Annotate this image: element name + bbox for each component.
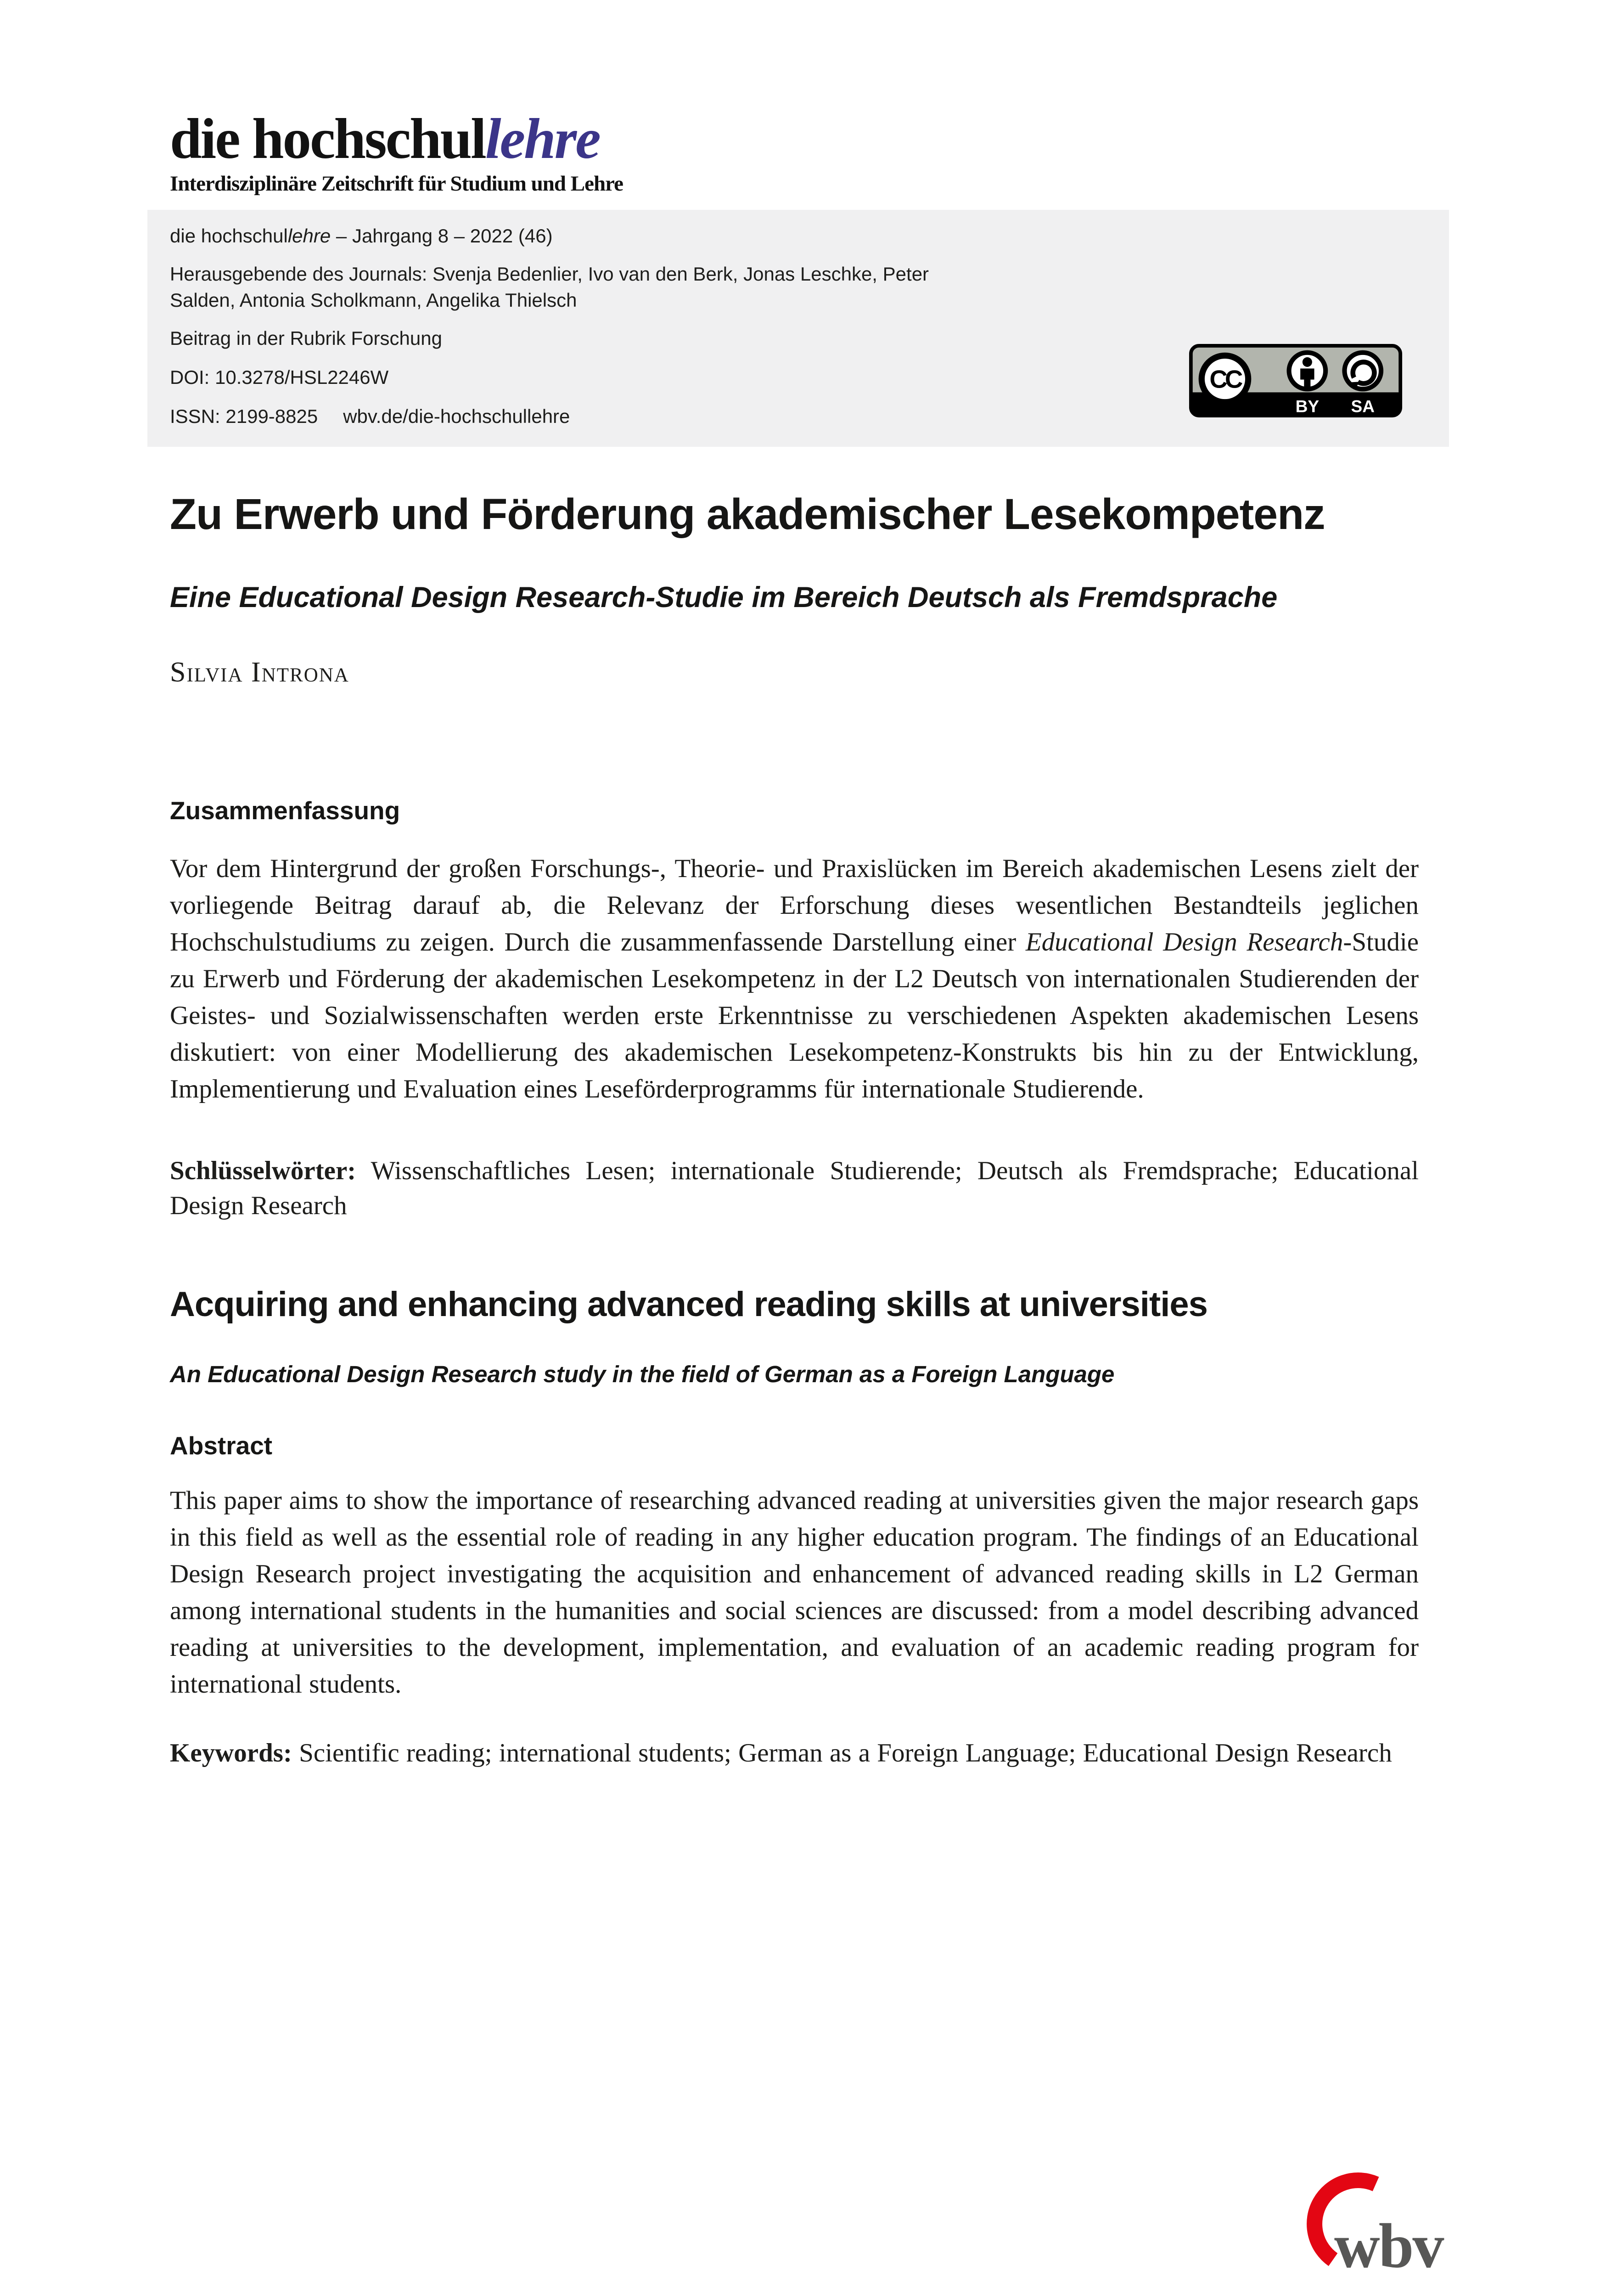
article-body bbox=[170, 490, 1419, 1771]
keywords-en bbox=[170, 1736, 1419, 1771]
cc-by-label: BY bbox=[1295, 396, 1320, 416]
journal-website-link[interactable]: wbv.de/die-hochschullehre bbox=[343, 405, 570, 428]
journal-logo-black: die hochschul bbox=[170, 107, 485, 171]
heading-abstract: Abstract bbox=[170, 1431, 273, 1460]
abstract-de-part2: -Studie zu Erwerb und Förderung der akademischen Lesekompetenz in der L2 Deutsch von internationalen Studierenden der Geistes- und Sozialwissenschaften werden erste Erkenntnisse zu verschiedenen Aspekten akademischen Lesens diskutiert: von einer Modellierung des akademischen Lesekompetenz-Konstrukts bis hin zu der Entwicklung, Implementierung und Evaluation eines Leseförderprogramms für internationale Studierende. bbox=[170, 927, 1419, 1103]
keywords-en-text: Scientific reading; international students; German as a Foreign Language; Educational Design Research bbox=[292, 1739, 1392, 1768]
abstract-de-part1: Vor dem Hintergrund der großen Forschungs-, Theorie- und Praxislücken im Bereich akademischen Lesens zielt der vorliegende Beitrag darauf ab, die Relevanz der Erforschung dieses wesentlichen Bestandteils jeglichen Hochschulstudiums zu zeigen. Durch die zusammenfassende Darstellung einer bbox=[170, 854, 1419, 957]
issn-label: ISSN: 2199-8825 bbox=[170, 405, 318, 428]
share-alike-icon bbox=[1344, 353, 1381, 389]
publisher-logo bbox=[1289, 2167, 1445, 2286]
wbv-logo-graphic bbox=[1289, 2167, 1445, 2286]
attribution-person-icon bbox=[1289, 353, 1326, 389]
issn-website-line bbox=[170, 403, 1164, 429]
svg-text:CC: CC bbox=[1209, 365, 1241, 394]
abstract-de-italic: Educational Design Research bbox=[1025, 927, 1343, 957]
article-subtitle-de: Eine Educational Design Research-Studie im Bereich Deutsch als Fremdsprache bbox=[170, 581, 1278, 613]
keywords-de-label: Schlüsselwörter: bbox=[170, 1156, 356, 1185]
keywords-de bbox=[170, 1154, 1419, 1223]
section-line: Beitrag in der Rubrik Forschung bbox=[170, 327, 442, 349]
journal-tagline: Interdisziplinäre Zeitschrift für Studium und Lehre bbox=[170, 172, 623, 196]
journal-header bbox=[170, 109, 1419, 447]
heading-zusammenfassung: Zusammenfassung bbox=[170, 796, 400, 825]
article-title-en: Acquiring and enhancing advanced reading skills at universities bbox=[170, 1284, 1207, 1324]
journal-issue-prefix: die hochschul bbox=[170, 225, 288, 247]
journal-logo bbox=[170, 109, 1419, 169]
article-subtitle-en: An Educational Design Research study in the field of German as a Foreign Language bbox=[170, 1361, 1115, 1388]
cc-circle-icon bbox=[1202, 356, 1248, 402]
cc-sa-label: SA bbox=[1351, 396, 1375, 416]
author-name: Silvia Introna bbox=[170, 657, 349, 688]
journal-logo-accent: lehre bbox=[485, 107, 600, 171]
journal-issue-line bbox=[170, 223, 1164, 249]
journal-issue-suffix: – Jahrgang 8 – 2022 (46) bbox=[331, 225, 553, 247]
journal-issue-italic: lehre bbox=[287, 225, 331, 247]
abstract-en-text: This paper aims to show the importance of researching advanced reading at universities given the major research gaps in this field as well as the essential role of reading in any higher education program. The findings of an Educational Design Research project investigating the acquisition and enhancement of advanced reading skills in L2 German among international students in the humanities and social sciences are discussed: from a model describing advanced reading at universities to the development, implementation, and evaluation of an academic reading program for international students. bbox=[170, 1486, 1419, 1699]
wbv-logo-text: wbv bbox=[1334, 2211, 1443, 2281]
publication-info-box bbox=[147, 210, 1449, 447]
keywords-de-text: Wissenschaftliches Lesen; internationale Studierende; Deutsch als Fremdsprache; Educational Design Research bbox=[170, 1156, 1419, 1220]
editors-line: Herausgebende des Journals: Svenja Bedenlier, Ivo van den Berk, Jonas Leschke, Peter Salden, Antonia Scholkmann, Angelika Thielsch bbox=[170, 263, 929, 311]
keywords-en-label: Keywords: bbox=[170, 1739, 292, 1768]
abstract-de-text bbox=[170, 850, 1419, 1108]
article-title-de: Zu Erwerb und Förderung akademischer Lesekompetenz bbox=[170, 490, 1325, 539]
cc-by-sa-badge[interactable] bbox=[1188, 343, 1403, 418]
doi-line: DOI: 10.3278/HSL2246W bbox=[170, 366, 389, 388]
cc-by-sa-icon bbox=[1188, 343, 1403, 418]
